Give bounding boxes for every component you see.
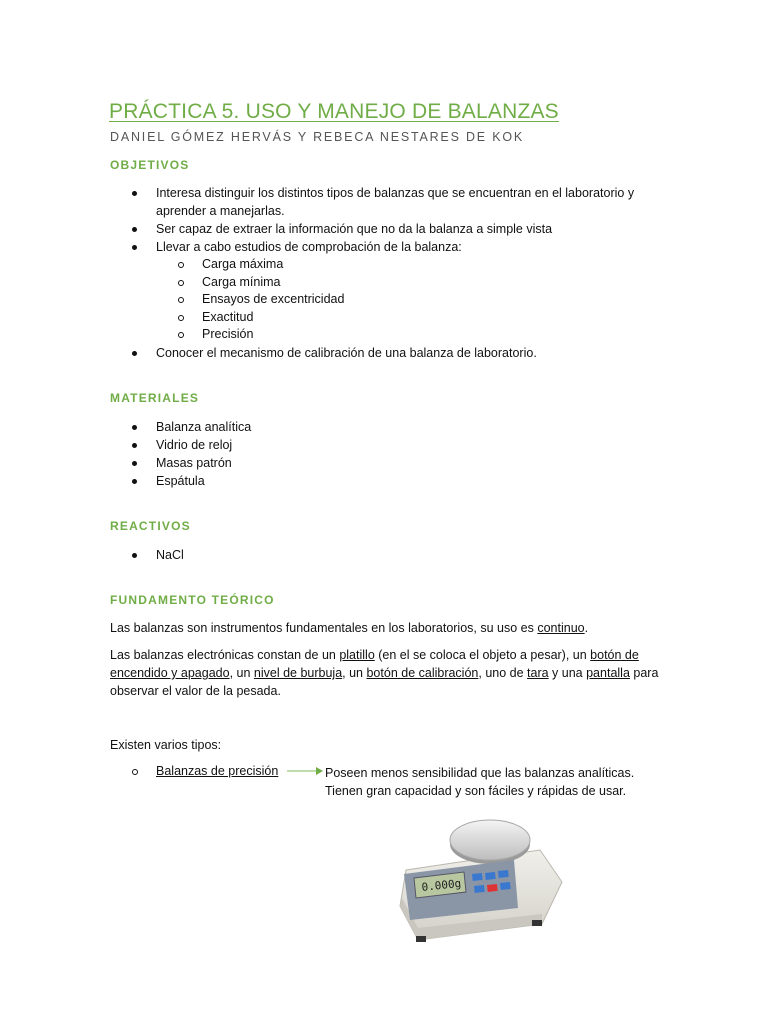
description-line: Tienen gran capacidad y son fáciles y rápidas de usar. <box>325 784 627 798</box>
reactivos-list <box>110 546 510 564</box>
balance-type-name: Balanzas de precisión <box>156 764 279 778</box>
sub-list-item: Ensayos de excentricidad <box>110 291 670 309</box>
circle-bullet-icon <box>132 769 138 775</box>
fundamento-heading: FUNDAMENTO TEÓRICO <box>110 593 275 607</box>
precision-scale-image <box>392 808 572 948</box>
materiales-heading: MATERIALES <box>110 391 200 405</box>
list-item: Ser capaz de extraer la información que no da la balanza a simple vista <box>110 220 670 238</box>
underlined-term: pantalla <box>586 666 630 680</box>
list-item: NaCl <box>110 546 510 564</box>
underlined-term: nivel de burbuja <box>253 666 343 680</box>
scale-display-readout: 0.000g <box>420 876 462 894</box>
list-item: Masas patrón <box>110 454 510 472</box>
sub-list-item: Exactitud <box>110 309 670 327</box>
objetivos-heading: OBJETIVOS <box>110 158 190 172</box>
paragraph-text: (en el se coloca el objeto a pesar), un <box>374 648 591 662</box>
paragraph-text: , uno de <box>478 666 528 680</box>
description-line: Poseen menos sensibilidad que las balanzas analíticas. <box>325 766 635 780</box>
paragraph-text: , un <box>342 666 367 680</box>
paragraph-text: Las balanzas son instrumentos fundamentales en los laboratorios, su uso es <box>110 621 538 635</box>
paragraph-text: , un <box>229 666 254 680</box>
balance-type-description <box>325 764 634 800</box>
right-arrow-icon <box>285 765 325 777</box>
list-item: Vidrio de reloj <box>110 436 510 454</box>
list-item: Interesa distinguir los distintos tipos de balanzas que se encuentran en el laboratorio y aprender a manejarlas. <box>110 184 670 220</box>
underlined-term: botón de encendido y apagado <box>110 648 639 680</box>
balance-type-row <box>110 764 670 804</box>
reactivos-heading: REACTIVOS <box>110 519 191 533</box>
paragraph-text: . <box>584 621 589 635</box>
sub-list-item: Precisión <box>110 326 670 344</box>
fundamento-paragraph-2 <box>110 646 670 700</box>
sub-list-item: Carga máxima <box>110 256 670 274</box>
paragraph-text: para observar el valor de la pesada. <box>110 666 659 698</box>
paragraph-text: y una <box>548 666 587 680</box>
list-item: Llevar a cabo estudios de comprobación de la balanza: <box>110 238 670 256</box>
fundamento-paragraph-3: Existen varios tipos: <box>110 738 222 752</box>
underlined-term: tara <box>527 666 549 680</box>
page-title: PRÁCTICA 5. USO Y MANEJO DE BALANZAS <box>109 100 559 123</box>
objetivos-list <box>110 184 670 362</box>
fundamento-paragraph-1 <box>110 619 670 637</box>
paragraph-text: Las balanzas electrónicas constan de un <box>110 648 340 662</box>
list-item: Espátula <box>110 472 510 490</box>
sub-list-item: Carga mínima <box>110 274 670 292</box>
list-item: Balanza analítica <box>110 418 510 436</box>
underlined-word: continuo <box>537 621 585 635</box>
list-item: Conocer el mecanismo de calibración de una balanza de laboratorio. <box>110 344 670 362</box>
underlined-term: platillo <box>339 648 375 662</box>
authors-subtitle: DANIEL GÓMEZ HERVÁS Y REBECA NESTARES DE KOK <box>110 130 525 144</box>
materiales-list <box>110 418 510 490</box>
underlined-term: botón de calibración <box>366 666 479 680</box>
